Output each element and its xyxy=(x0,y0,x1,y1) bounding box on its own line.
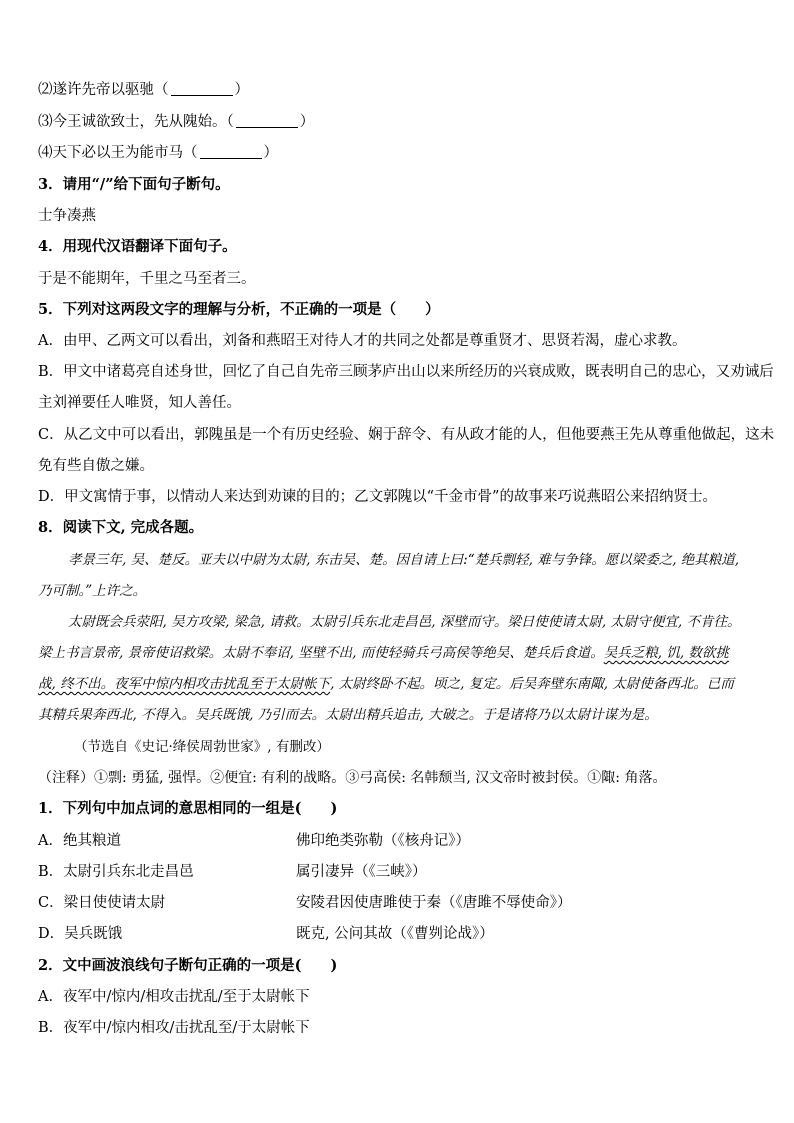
sub-question-2-option-a[interactable]: A．夜军中/惊内/相攻击扰乱/至于太尉帐下 xyxy=(38,989,310,1005)
sub-question-1-option-a[interactable]: A．绝其粮道 佛印绝类弥勒（《核舟记》） xyxy=(38,833,470,849)
passage-p2-line2: 梁上书言景帝, 景帝使诏救梁。太尉不奉诏, 坚壁不出, 而使轻骑兵弓高侯等绝吴、楚兵后食道。吴兵乏粮, 饥, 数欲挑 xyxy=(38,645,729,661)
question-8-title: 8．阅读下文, 完成各题。 xyxy=(38,519,204,536)
sub-question-1-option-b[interactable]: B．太尉引兵东北走昌邑 属引凄异（《三峡》） xyxy=(38,864,427,880)
question-2-item-4: ⑷天下必以王为能市马（ ） xyxy=(38,145,278,161)
passage-notes: （注释）①剽: 勇猛, 强悍。②便宜: 有利的战略。③弓高侯: 名韩颓当, 汉文帝时被封侯。①陬: 角落。 xyxy=(38,770,667,786)
question-5-option-b[interactable]: B．甲文中诸葛亮自述身世，回忆了自己自先帝三顾茅庐出山以来所经历的兴衰成败，既表明自己的忠心，又劝诫后 xyxy=(38,364,774,380)
sub-question-1-option-d[interactable]: D．吴兵既饿 既克, 公问其故（《曹刿论战》） xyxy=(38,926,494,942)
answer-blank[interactable] xyxy=(200,144,262,159)
wavy-underlined-sentence: 战, 终不出。夜军中惊内相攻击扰乱至于太尉帐下 xyxy=(38,676,331,692)
sub-question-1-option-c[interactable]: C．梁日使使请太尉 安陵君因使唐雎使于秦（《唐雎不辱使命》） xyxy=(38,895,572,911)
passage-p2-line1: 太尉既会兵荥阳, 吴方攻梁, 梁急, 请救。太尉引兵东北走昌邑, 深壁而守。梁日使使请太尉, 太尉守便宜, 不肯往。 xyxy=(68,614,741,630)
sub-question-1-title: 1．下列句中加点词的意思相同的一组是( ) xyxy=(38,800,338,817)
question-2-item-2: ⑵遂许先帝以驱驰（ ） xyxy=(38,82,249,98)
question-5-title: 5．下列对这两段文字的理解与分析，不正确的一项是（ ） xyxy=(38,301,440,318)
passage-p1-line1: 孝景三年, 吴、楚反。亚夫以中尉为太尉, 东击吴、楚。因自请上曰:“楚兵剽轻, 难与争锋。愿以梁委之, 绝其粮道, xyxy=(68,552,740,568)
wavy-underlined-sentence: 吴兵乏粮, 饥, 数欲挑 xyxy=(603,645,729,661)
question-2-item-3: ⑶今王诚欲致士，先从隗始。（ ） xyxy=(38,114,315,130)
passage-source: （节选自《史记·绛侯周勃世家》, 有删改） xyxy=(74,739,330,755)
question-3-text: 士争凑燕 xyxy=(38,208,96,224)
question-5-option-c-cont: 免有些自傲之嫌。 xyxy=(38,458,154,474)
passage-p2-line4: 其精兵果奔西北, 不得入。吴兵既饿, 乃引而去。太尉出精兵追击, 大破之。于是诸将乃以太尉计谋为是。 xyxy=(38,707,658,723)
question-5-option-a[interactable]: A．由甲、乙两文可以看出，刘备和燕昭王对待人才的共同之处都是尊重贤才、思贤若渴，虚心求教。 xyxy=(38,333,687,349)
answer-blank[interactable] xyxy=(236,113,298,128)
sub-question-2-title: 2．文中画波浪线句子断句正确的一项是( ) xyxy=(38,957,338,974)
question-5-option-b-cont: 主刘禅要任人唯贤，知人善任。 xyxy=(38,395,241,411)
question-5-option-d[interactable]: D．甲文寓情于事，以情动人来达到劝谏的目的；乙文郭隗以“千金市骨”的故事来巧说燕昭公来招纳贤士。 xyxy=(38,489,717,505)
question-5-option-c[interactable]: C．从乙文中可以看出，郭隗虽是一个有历史经验、娴于辞令、有从政才能的人，但他要燕王先从尊重他做起，这未 xyxy=(38,427,775,443)
classical-passage xyxy=(38,545,760,731)
question-3-title: 3．请用“/”给下面句子断句。 xyxy=(38,176,230,193)
sub-question-2-option-b[interactable]: B．夜军中/惊内相攻/击扰乱至/于太尉帐下 xyxy=(38,1020,310,1036)
question-4-title: 4．用现代汉语翻译下面句子。 xyxy=(38,238,237,255)
passage-p1-line2: 乃可制。”上许之。 xyxy=(38,583,147,599)
question-4-text: 于是不能期年，千里之马至者三。 xyxy=(38,271,256,287)
passage-p2-line3: 战, 终不出。夜军中惊内相攻击扰乱至于太尉帐下, 太尉终卧不起。顷之, 复定。后吴奔壁东南陬, 太尉使备西北。已而 xyxy=(38,676,734,692)
answer-blank[interactable] xyxy=(171,81,233,96)
